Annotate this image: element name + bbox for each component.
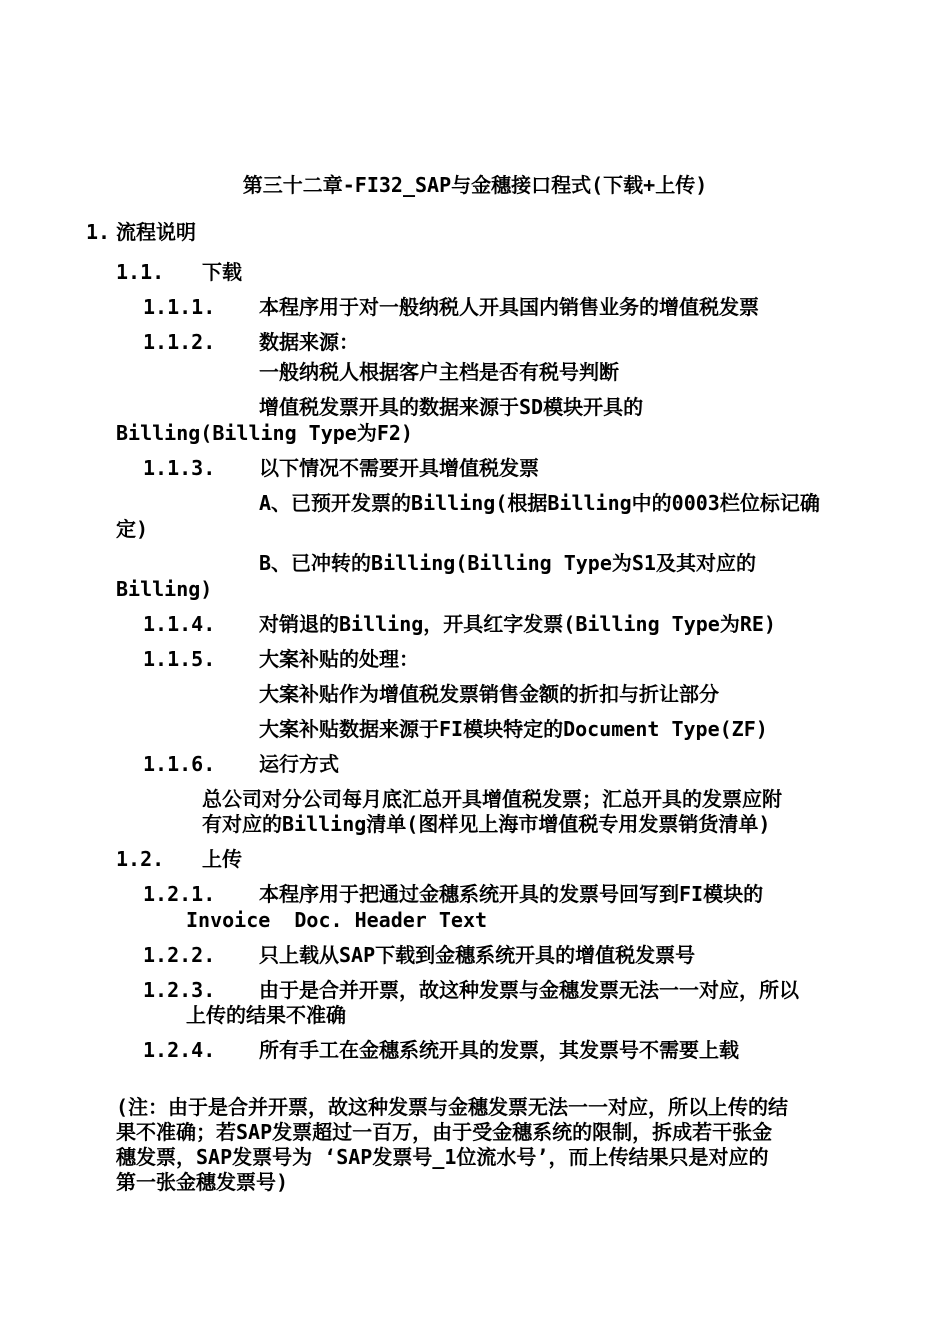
note-line: 果不准确；若SAP发票超过一百万，由于受金穗系统的限制，拆成若干张金	[116, 1120, 773, 1144]
note-line: (注：由于是合并开票，故这种发票与金穗发票无法一一对应，所以上传的结	[116, 1095, 789, 1119]
item-1-1-6-text: 运行方式	[259, 752, 339, 776]
item-1-1-2-line: Billing(Billing Type为F2)	[116, 421, 413, 445]
item-1-2-3-line: 上传的结果不准确	[186, 1003, 346, 1027]
item-1-1-5-number: 1.1.5.	[143, 647, 216, 671]
item-1-1-4-text: 对销退的Billing，开具红字发票(Billing Type为RE)	[259, 612, 776, 636]
item-1-1-2-line: 一般纳税人根据客户主档是否有税号判断	[259, 360, 619, 384]
item-1-1-4-number: 1.1.4.	[143, 612, 216, 636]
item-1-2-2-number: 1.2.2.	[143, 943, 216, 967]
item-1-1-3-number: 1.1.3.	[143, 456, 216, 480]
item-1-1-6-number: 1.1.6.	[143, 752, 216, 776]
item-1-1-5-line: 大案补贴数据来源于FI模块特定的Document Type(ZF)	[259, 717, 768, 741]
item-1-1-3-line: B、已冲转的Billing(Billing Type为S1及其对应的	[259, 551, 756, 575]
item-1-1-6-line: 总公司对分公司每月底汇总开具增值税发票；汇总开具的发票应附	[202, 787, 782, 811]
item-1-2-4-number: 1.2.4.	[143, 1038, 216, 1062]
item-1-1-1-number: 1.1.1.	[143, 295, 216, 319]
item-1-2-1-text: 本程序用于把通过金穗系统开具的发票号回写到FI模块的	[259, 882, 764, 906]
item-1-2-1-line: Invoice Doc. Header Text	[186, 908, 488, 932]
item-1-1-5-line: 大案补贴作为增值税发票销售金额的折扣与折让部分	[259, 682, 719, 706]
note-line: 穗发票，SAP发票号为 ‘SAP发票号_1位流水号’，而上传结果只是对应的	[116, 1145, 769, 1169]
item-1-1-1-text: 本程序用于对一般纳税人开具国内销售业务的增值税发票	[259, 295, 759, 319]
item-1-1-3-line: 定)	[116, 517, 149, 541]
item-1-1-2-number: 1.1.2.	[143, 330, 216, 354]
section-1-heading: 流程说明	[116, 220, 196, 244]
item-1-1-3-line: A、已预开发票的Billing(根据Billing中的0003栏位标记确	[259, 491, 820, 515]
section-1-1-heading: 下载	[202, 260, 242, 284]
note-line: 第一张金穗发票号)	[116, 1170, 289, 1194]
item-1-2-2-text: 只上载从SAP下载到金穗系统开具的增值税发票号	[259, 943, 696, 967]
item-1-1-2-line: 增值税发票开具的数据来源于SD模块开具的	[259, 395, 644, 419]
page-title: 第三十二章-FI32_SAP与金穗接口程式(下载+上传)	[242, 173, 708, 197]
item-1-1-5-text: 大案补贴的处理：	[259, 647, 419, 671]
item-1-2-4-text: 所有手工在金穗系统开具的发票，其发票号不需要上载	[259, 1038, 739, 1062]
item-1-2-3-number: 1.2.3.	[143, 978, 216, 1002]
section-1-number: 1.	[86, 220, 111, 244]
item-1-1-6-line: 有对应的Billing清单(图样见上海市增值税专用发票销货清单)	[202, 812, 771, 836]
section-1-2-heading: 上传	[202, 847, 242, 871]
item-1-1-2-text: 数据来源：	[259, 330, 359, 354]
item-1-1-3-text: 以下情况不需要开具增值税发票	[259, 456, 539, 480]
item-1-2-1-number: 1.2.1.	[143, 882, 216, 906]
section-1-1-number: 1.1.	[116, 260, 165, 284]
section-1-2-number: 1.2.	[116, 847, 165, 871]
item-1-1-3-line: Billing)	[116, 577, 213, 601]
item-1-2-3-text: 由于是合并开票，故这种发票与金穗发票无法一一对应，所以	[259, 978, 799, 1002]
